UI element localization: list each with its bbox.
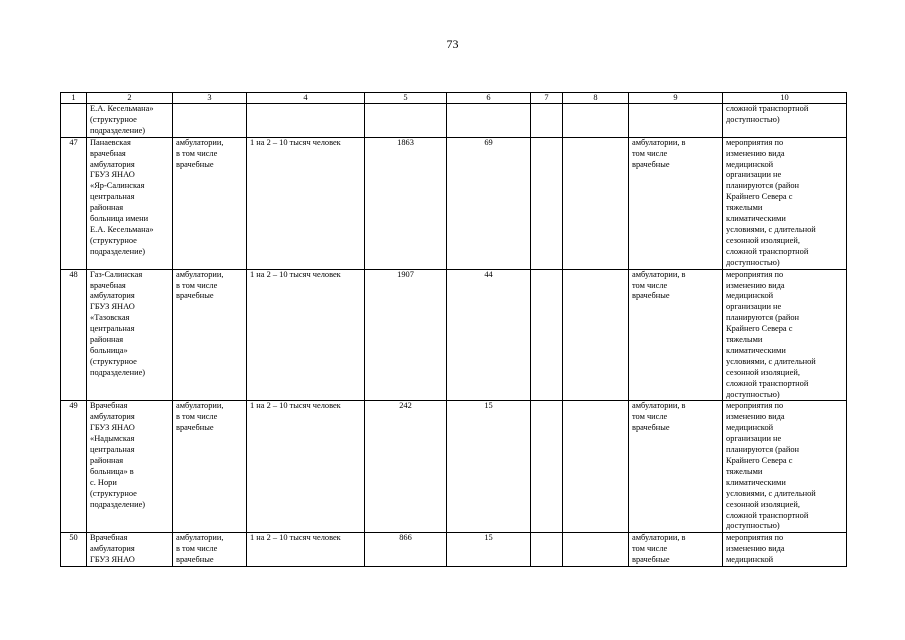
- cell-population: 1 на 2 – 10 тысяч человек: [247, 269, 365, 401]
- measures-line: организации не: [726, 170, 782, 180]
- col9-line: амбулатории, в: [632, 533, 686, 543]
- measures-line: Крайнего Севера с: [726, 324, 793, 334]
- col9-line: врачебные: [632, 555, 670, 565]
- col9-line: амбулатории, в: [632, 269, 686, 279]
- header-cell: 6: [447, 93, 531, 104]
- measures-line: сложной транспортной: [726, 246, 809, 256]
- cell-col5: [365, 104, 447, 138]
- name-line: (структурное: [90, 235, 137, 245]
- cell-num: 47: [61, 137, 87, 269]
- header-cell: 5: [365, 93, 447, 104]
- cell-col5: 1863: [365, 137, 447, 269]
- measures-line: доступностью): [726, 389, 780, 399]
- measures-line: тяжелыми: [726, 466, 763, 476]
- cell-col8: [563, 104, 629, 138]
- measures-line: сезонной изоляцией,: [726, 235, 800, 245]
- measures-line: климатическими: [726, 214, 786, 224]
- measures-line: изменению вида: [726, 280, 785, 290]
- measures-line: медицинской: [726, 423, 774, 433]
- cell-col5: 1907: [365, 269, 447, 401]
- name-line: подразделение): [90, 246, 146, 256]
- type-line: амбулатории,: [176, 269, 224, 279]
- col9-line: том числе: [632, 412, 668, 422]
- cell-measures: [723, 401, 847, 533]
- name-line: с. Нори: [90, 477, 117, 487]
- cell-col5: 242: [365, 401, 447, 533]
- measures-line: мероприятия по: [726, 137, 784, 147]
- name-line: врачебная: [90, 280, 126, 290]
- measures-line: организации не: [726, 434, 782, 444]
- cell-col7: [531, 104, 563, 138]
- col9-line: врачебные: [632, 423, 670, 433]
- type-line: амбулатории,: [176, 137, 224, 147]
- measures-line: доступностью): [726, 257, 780, 267]
- name-line: ГБУЗ ЯНАО: [90, 555, 135, 565]
- type-line: в том числе: [176, 280, 218, 290]
- name-line: ГБУЗ ЯНАО: [90, 423, 135, 433]
- table-row: [61, 269, 847, 401]
- header-cell: 7: [531, 93, 563, 104]
- type-line: амбулатории,: [176, 533, 224, 543]
- table-row: [61, 137, 847, 269]
- name-line: районная: [90, 456, 124, 465]
- measures-line: сезонной изоляцией,: [726, 499, 800, 509]
- cell-col7: [531, 401, 563, 533]
- name-line: амбулатория: [90, 159, 135, 169]
- measures-line: тяжелыми: [726, 335, 763, 345]
- name-line: Газ-Салинская: [90, 269, 143, 279]
- cell-name: [87, 401, 173, 533]
- name-line: ГБУЗ ЯНАО: [90, 170, 135, 180]
- header-cell: 9: [629, 93, 723, 104]
- name-line: Е.А. Кесельмана»: [90, 224, 154, 234]
- col9-line: том числе: [632, 544, 668, 554]
- measures-line: медицинской: [726, 159, 774, 169]
- header-cell: 8: [563, 93, 629, 104]
- name-line: центральная: [90, 324, 135, 334]
- cell-population: 1 на 2 – 10 тысяч человек: [247, 401, 365, 533]
- measures-line: климатическими: [726, 345, 786, 355]
- name-line: центральная: [90, 192, 135, 202]
- measures-line: изменению вида: [726, 412, 785, 422]
- name-line: районная: [90, 203, 124, 213]
- measures-line: Крайнего Севера с: [726, 456, 793, 465]
- cell-col9: [629, 401, 723, 533]
- col9-line: амбулатории, в: [632, 137, 686, 147]
- name-line: (структурное: [90, 488, 137, 498]
- type-line: врачебные: [176, 555, 214, 565]
- cell-name: [87, 137, 173, 269]
- continuation-row: [61, 104, 847, 138]
- cell-type: [173, 104, 247, 138]
- name-line: Врачебная: [90, 401, 128, 411]
- measures-line: сложной транспортной: [726, 104, 809, 113]
- measures-line: сезонной изоляцией,: [726, 367, 800, 377]
- table-row: [61, 401, 847, 533]
- name-line: районная: [90, 335, 124, 345]
- name-line: амбулатория: [90, 412, 135, 422]
- col9-line: врачебные: [632, 159, 670, 169]
- type-line: в том числе: [176, 148, 218, 158]
- col9-line: том числе: [632, 148, 668, 158]
- name-line: Врачебная: [90, 533, 128, 543]
- name-line: ГБУЗ ЯНАО: [90, 302, 135, 312]
- name-line: подразделение): [90, 125, 146, 135]
- name-line: амбулатория: [90, 544, 135, 554]
- name-line: (структурное: [90, 114, 137, 124]
- cell-type: [173, 269, 247, 401]
- measures-line: тяжелыми: [726, 203, 763, 213]
- measures-line: сложной транспортной: [726, 378, 809, 388]
- name-line: больница»: [90, 345, 128, 355]
- cell-col8: [563, 533, 629, 567]
- cell-num: 50: [61, 533, 87, 567]
- measures-line: климатическими: [726, 477, 786, 487]
- name-line: «Тазовская: [90, 313, 130, 323]
- name-line: больница имени: [90, 214, 149, 224]
- cell-population: 1 на 2 – 10 тысяч человек: [247, 533, 365, 567]
- cell-type: [173, 401, 247, 533]
- cell-num: [61, 104, 87, 138]
- measures-line: медицинской: [726, 555, 774, 565]
- header-cell: 4: [247, 93, 365, 104]
- name-line: «Яр-Салинская: [90, 181, 145, 191]
- measures-line: медицинской: [726, 291, 774, 301]
- measures-line: условиями, с длительной: [726, 356, 816, 366]
- page-number: 73: [446, 37, 459, 51]
- cell-col8: [563, 269, 629, 401]
- cell-col9: [629, 137, 723, 269]
- measures-line: доступностью): [726, 114, 780, 124]
- measures-line: планируются (район: [726, 445, 800, 455]
- type-line: амбулатории,: [176, 401, 224, 411]
- cell-name: [87, 533, 173, 567]
- name-line: подразделение): [90, 499, 146, 509]
- name-line: врачебная: [90, 148, 126, 158]
- header-cell: 10: [723, 93, 847, 104]
- cell-population: 1 на 2 – 10 тысяч человек: [247, 137, 365, 269]
- measures-line: планируются (район: [726, 313, 800, 323]
- cell-measures: [723, 533, 847, 567]
- name-line: центральная: [90, 445, 135, 455]
- header-cell: 1: [61, 93, 87, 104]
- cell-col7: [531, 269, 563, 401]
- name-line: (структурное: [90, 356, 137, 366]
- type-line: врачебные: [176, 423, 214, 433]
- cell-col5: 866: [365, 533, 447, 567]
- cell-name: [87, 269, 173, 401]
- cell-num: 48: [61, 269, 87, 401]
- table-row: [61, 533, 847, 567]
- cell-measures: [723, 269, 847, 401]
- cell-measures: [723, 104, 847, 138]
- measures-line: доступностью): [726, 521, 780, 531]
- cell-col9: [629, 533, 723, 567]
- col9-line: амбулатории, в: [632, 401, 686, 411]
- cell-col9: [629, 269, 723, 401]
- measures-line: сложной транспортной: [726, 510, 809, 520]
- measures-line: изменению вида: [726, 148, 785, 158]
- cell-type: [173, 533, 247, 567]
- cell-col7: [531, 137, 563, 269]
- table-header-row: [61, 93, 847, 104]
- cell-population: [247, 104, 365, 138]
- measures-line: мероприятия по: [726, 401, 784, 411]
- cell-col7: [531, 533, 563, 567]
- cell-col6: [447, 104, 531, 138]
- cell-num: 49: [61, 401, 87, 533]
- type-line: врачебные: [176, 159, 214, 169]
- measures-line: планируются (район: [726, 181, 800, 191]
- cell-col6: 44: [447, 269, 531, 401]
- name-line: подразделение): [90, 367, 146, 377]
- name-line: Панаевская: [90, 137, 131, 147]
- col9-line: том числе: [632, 280, 668, 290]
- cell-col8: [563, 401, 629, 533]
- measures-line: условиями, с длительной: [726, 224, 816, 234]
- cell-name: [87, 104, 173, 138]
- cell-col9: [629, 104, 723, 138]
- measures-line: мероприятия по: [726, 269, 784, 279]
- type-line: врачебные: [176, 291, 214, 301]
- document-table: [60, 92, 847, 567]
- measures-line: Крайнего Севера с: [726, 192, 793, 202]
- col9-line: врачебные: [632, 291, 670, 301]
- type-line: в том числе: [176, 412, 218, 422]
- name-line: больница» в: [90, 466, 134, 476]
- header-cell: 2: [87, 93, 173, 104]
- cell-measures: [723, 137, 847, 269]
- name-line: «Надымская: [90, 434, 135, 444]
- measures-line: условиями, с длительной: [726, 488, 816, 498]
- cell-col6: 15: [447, 533, 531, 567]
- cell-col6: 15: [447, 401, 531, 533]
- cell-col6: 69: [447, 137, 531, 269]
- name-line: амбулатория: [90, 291, 135, 301]
- measures-line: организации не: [726, 302, 782, 312]
- measures-line: изменению вида: [726, 544, 785, 554]
- name-line: Е.А. Кесельмана»: [90, 104, 154, 113]
- measures-line: мероприятия по: [726, 533, 784, 543]
- header-cell: 3: [173, 93, 247, 104]
- cell-type: [173, 137, 247, 269]
- type-line: в том числе: [176, 544, 218, 554]
- cell-col8: [563, 137, 629, 269]
